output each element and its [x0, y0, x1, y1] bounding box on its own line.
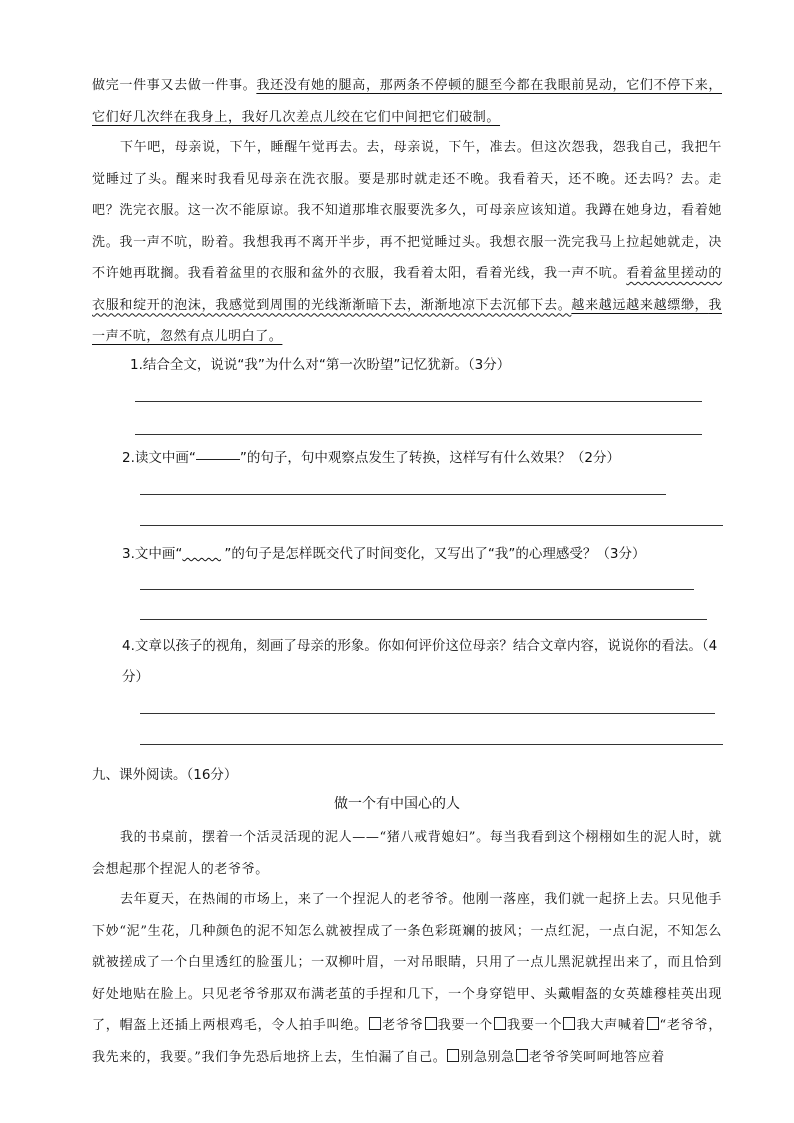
story-text: 我要一个 [437, 1018, 493, 1033]
question-number: 2. [122, 450, 135, 466]
passage-text: 下午吧，母亲说，下午，睡醒午觉再去。去，母亲说，下午，准去。但这次怨我，怨我自己，我把午觉睡过了头。醒来时我看见母亲在洗衣服。要是那时就走还不晚。我看着天，还不晚。还去吗？去。走吧？洗完衣服。这一次不能原谅。我不知道那堆衣服要洗多久，可母亲应该知道。我蹲在她身边，看着她洗。我一声不吭，盼着。我想我再不离开半步，再不把觉睡过头。我想衣服一洗完我马上拉起她就走，决不许她再耽搁。我看着盆里的衣服和盆外的衣服，我看着太阳，看着光线，我一声不吭。 [92, 140, 722, 281]
passage-tail: 我一声不吭，忽然有点儿明白了。 [92, 297, 722, 344]
story-text: “老爷爷，我先来的，我要。”我们争先恐后地挤上去，生怕漏了自己。 [92, 1018, 722, 1065]
straight-underlined-phrase: 越来越远越来越缥缈， [571, 297, 709, 313]
story-text: 我大声喊着 [576, 1018, 646, 1033]
answer-line[interactable] [140, 589, 694, 590]
story-text: 别急别急 [460, 1049, 515, 1065]
article-title: 做一个有中国心的人 [334, 796, 460, 812]
passage-paragraph-2 [92, 132, 722, 353]
missing-char-box [447, 1049, 459, 1062]
story-text: 老爷爷 [381, 1018, 424, 1033]
question-3 [122, 537, 645, 569]
question-1 [130, 350, 510, 380]
missing-char-box [369, 1017, 381, 1030]
wavy-underlined-sentence: 看着盆里搓动的衣服和绽开的泡沫，我感觉到周围的光线渐渐暗下去，渐渐地凉下去沉郁下去。 [92, 266, 723, 313]
story-text: 我要一个 [506, 1018, 563, 1033]
question-text: 文中画“ [134, 546, 183, 562]
answer-line[interactable] [140, 619, 707, 620]
question-4 [122, 631, 737, 693]
passage-text: 做完一件事又去做一件事。 [92, 78, 257, 93]
missing-char-box [647, 1017, 659, 1030]
answer-line[interactable] [140, 494, 666, 495]
missing-char-box [516, 1049, 528, 1062]
missing-char-box [494, 1017, 506, 1030]
straight-underlined-sentence: 我还没有她的腿高，那两条不停顿的腿至今都在我眼前晃动，它们不停下来，它们好几次绊在我身上，我好几次差点儿绞在它们中间把它们破制。 [92, 78, 722, 125]
question-2 [122, 443, 620, 473]
answer-line[interactable] [135, 434, 702, 435]
answer-line[interactable] [140, 744, 723, 745]
question-text: 读文中画“ [134, 450, 196, 466]
answer-line[interactable] [140, 713, 715, 714]
question-number: 4. [122, 638, 135, 654]
question-number: 1. [130, 357, 143, 373]
story-paragraph-1: 我的书桌前，摆着一个活灵活现的泥人——“猪八戒背媳妇”。每当我看到这个栩栩如生的泥人时，就会想起那个捏泥人的老爷爷。 [92, 830, 722, 877]
story-text: 去年夏天，在热闹的市场上，来了一个捏泥人的老爷爷。他刚一落座，我们就一起挤上去。只见他手下妙“泥”生花，几种颜色的泥不知怎么就被捏成了一条色彩斑斓的披风；一点红泥，一点白泥，不知怎么就被搓成了一个白里透红的脸蛋儿；一双柳叶眉，一对吊眼睛，只用了一点儿黑泥就捏出来了，而且恰到好处地贴在脸上。只见老爷爷那双布满老茧的手捏和几下，一个身穿铠甲、头戴帽盔的女英雄穆桂英出现了，帽盔上还插上两根鸡毛，令人拍手叫绝。 [92, 892, 722, 1033]
answer-line[interactable] [135, 401, 702, 402]
wavy-line-symbol [182, 537, 224, 567]
story-text: 老爷爷笑呵呵地答应着 [528, 1049, 665, 1065]
question-number: 3. [122, 546, 135, 562]
question-text: ”的句子，句中观察点发生了转换，这样写有什么效果？（2分） [239, 450, 620, 466]
question-text: 结合全文，说说“我”为什么对“第一次盼望”记忆犹新。（3分） [142, 357, 511, 373]
question-text: 文章以孩子的视角，刻画了母亲的形象。你如何评价这位母亲？结合文章内容，说说你的看法。（4分） [122, 638, 718, 685]
section-heading: 九、课外阅读。（16分） [92, 767, 238, 783]
answer-line[interactable] [140, 525, 723, 526]
missing-char-box [425, 1017, 437, 1030]
story-paragraph-2 [92, 884, 722, 1073]
straight-line-symbol [196, 459, 240, 460]
question-text: ”的句子是怎样既交代了时间变化，又写出了“我”的心理感受？（3分） [224, 546, 646, 562]
missing-char-box [563, 1017, 575, 1030]
passage-paragraph-1 [92, 70, 722, 133]
